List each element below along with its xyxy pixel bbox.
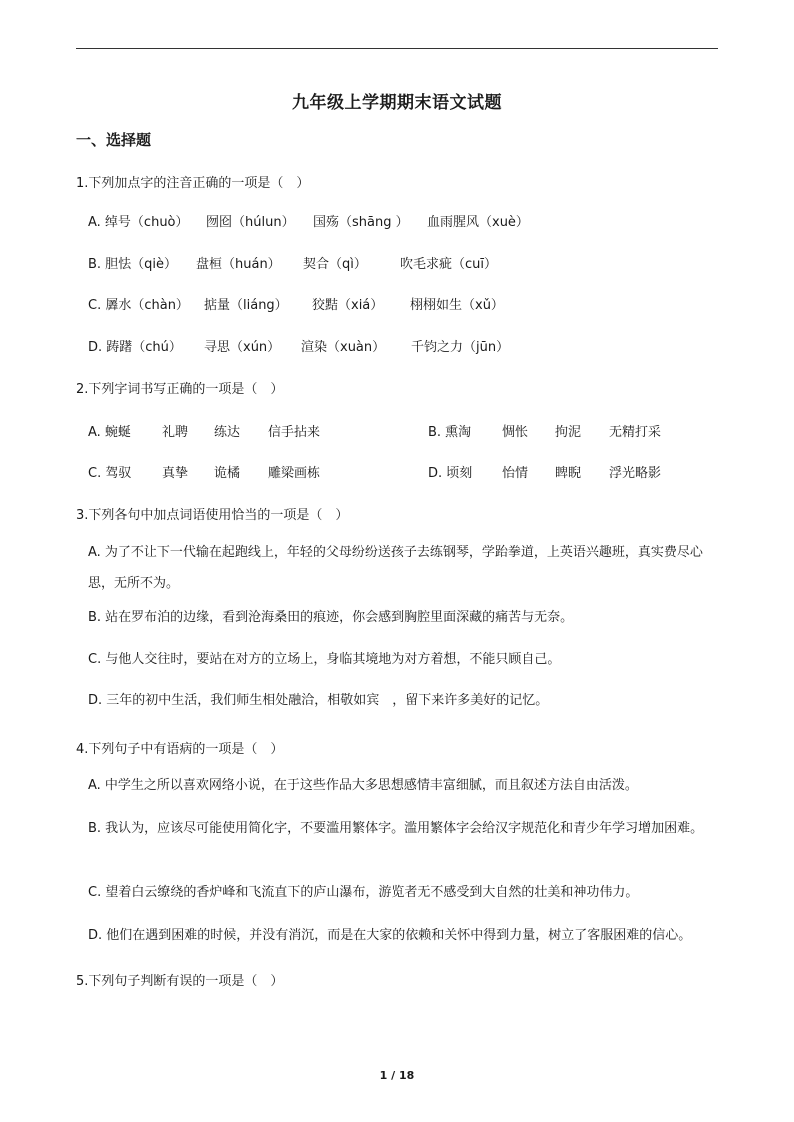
question-1-option-a[interactable] <box>88 211 529 230</box>
option-item: 国殇（shāng ） <box>313 215 409 230</box>
option-item: 血雨腥风（xuè） <box>427 215 529 230</box>
option-item: A. 蜿蜒 <box>88 425 131 440</box>
option-item: 睥睨 <box>555 466 582 481</box>
question-4-stem: 4.下列句子中有语病的一项是（ ） <box>76 742 284 757</box>
option-item: D. 踌躇（chú） <box>88 340 182 355</box>
option-item: 雕梁画栋 <box>268 466 321 481</box>
option-item: 吹毛求疵（cuī） <box>400 257 497 272</box>
question-1-option-c[interactable] <box>88 294 504 313</box>
question-3-option-d[interactable]: D. 三年的初中生活，我们师生相处融洽，相敬如宾 ，留下来许多美好的记忆。 <box>88 693 549 708</box>
question-3-option-a[interactable]: A. 为了不让下一代输在起跑线上，年轻的父母纷纷送孩子去练钢琴，学跆拳道，上英语兴趣班，真实费尽心思，无所不为。 <box>88 545 703 591</box>
option-item: 栩栩如生（xǔ） <box>410 298 504 313</box>
option-item: B. 熏淘 <box>428 425 472 440</box>
option-item: 渲染（xuàn） <box>301 340 386 355</box>
option-item: 信手拈来 <box>268 425 321 440</box>
page-title: 九年级上学期期末语文试题 <box>292 93 502 113</box>
option-item: B. 胆怯（qiè） <box>88 257 178 272</box>
question-2-option-c[interactable] <box>88 462 320 481</box>
option-item: 狡黠（xiá） <box>312 298 384 313</box>
question-1-option-b[interactable] <box>88 253 497 272</box>
question-4-option-a[interactable]: A. 中学生之所以喜欢网络小说，在于这些作品大多思想感情丰富细腻，而且叙述方法自由活泼。 <box>88 778 638 793</box>
option-item: 寻思（xún） <box>204 340 281 355</box>
header-rule <box>76 48 718 49</box>
option-item: 练达 <box>214 425 241 440</box>
option-item: 礼聘 <box>162 425 189 440</box>
option-item: A. 绰号（chuò） <box>88 215 189 230</box>
option-item: D. 顷刻 <box>428 466 473 481</box>
option-item: 千钧之力（jūn） <box>411 340 510 355</box>
option-item: 拘泥 <box>555 425 582 440</box>
question-4-option-b[interactable]: B. 我认为，应该尽可能使用简化字，不要滥用繁体字。滥用繁体字会给汉字规范化和青少年学习增加困难。 <box>88 821 704 836</box>
question-3-stem: 3.下列各句中加点词语使用恰当的一项是（ ） <box>76 508 349 523</box>
question-2-option-a[interactable] <box>88 421 320 440</box>
question-1-option-d[interactable] <box>88 336 509 355</box>
question-5-stem: 5.下列句子判断有误的一项是（ ） <box>76 974 284 989</box>
question-4-option-d[interactable]: D. 他们在遇到困难的时候，并没有消沉，而是在大家的依赖和关怀中得到力量，树立了客服困难的信心。 <box>88 928 692 943</box>
question-2-stem: 2.下列字词书写正确的一项是（ ） <box>76 382 284 397</box>
option-item: 囫囵（húlun） <box>206 215 295 230</box>
option-item: 契合（qì） <box>303 257 367 272</box>
option-item: C. 羼水（chàn） <box>88 298 189 313</box>
question-3-option-b[interactable]: B. 站在罗布泊的边缘，看到沧海桑田的痕迹，你会感到胸腔里面深藏的痛苦与无奈。 <box>88 610 574 625</box>
option-item: 诡橘 <box>214 466 241 481</box>
option-item: 惆怅 <box>502 425 529 440</box>
option-item: 怡情 <box>502 466 529 481</box>
question-1-stem: 1.下列加点字的注音正确的一项是（ ） <box>76 176 310 191</box>
option-item: C. 驾驭 <box>88 466 132 481</box>
section-heading: 一、选择题 <box>76 131 152 149</box>
question-2-option-d[interactable] <box>428 462 661 481</box>
option-item: 真挚 <box>162 466 189 481</box>
page-number: 1 / 18 <box>379 1069 415 1082</box>
question-3-option-c[interactable]: C. 与他人交往时，要站在对方的立场上，身临其境地为对方着想，不能只顾自己。 <box>88 652 561 667</box>
option-item: 掂量（liáng） <box>204 298 288 313</box>
option-item: 浮光略影 <box>609 466 662 481</box>
question-2-option-b[interactable] <box>428 421 661 440</box>
option-item: 盘桓（huán） <box>196 257 281 272</box>
option-item: 无精打采 <box>609 425 662 440</box>
question-4-option-c[interactable]: C. 望着白云缭绕的香炉峰和飞流直下的庐山瀑布，游览者无不感受到大自然的壮美和神功伟力。 <box>88 885 639 900</box>
